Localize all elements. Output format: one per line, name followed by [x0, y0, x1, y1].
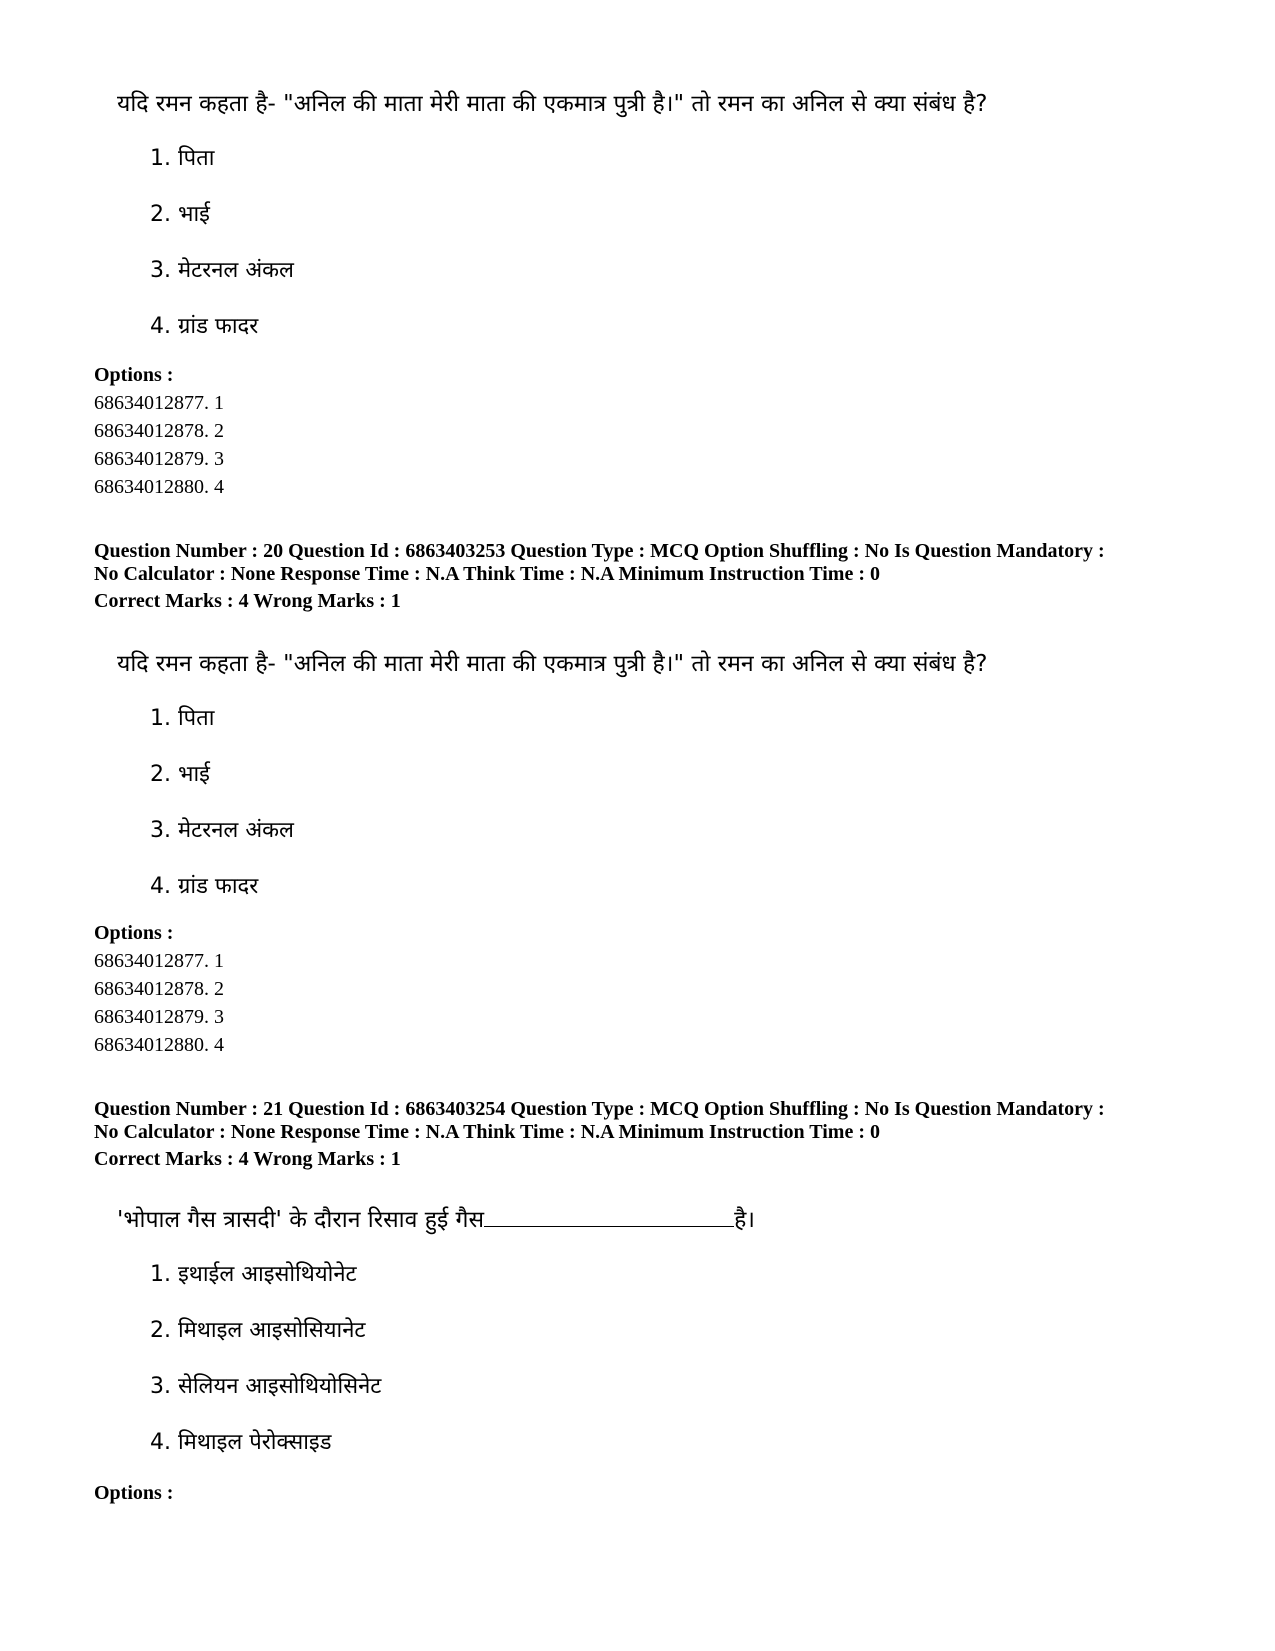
question-meta-line1: Question Number : 20 Question Id : 6863403253 Question Type : MCQ Option Shuffling : No Is Question Mandatory : — [94, 540, 1105, 562]
choice-3: 3. सेलियन आइसोथियोसिनेट — [150, 1374, 382, 1399]
choice-1: 1. इथाईल आइसोथियोनेट — [150, 1262, 357, 1287]
option-line: 68634012879. 3 — [94, 448, 224, 470]
option-line: 68634012880. 4 — [94, 1034, 224, 1056]
choice-4: 4. ग्रांड फादर — [150, 874, 259, 899]
question-text: यदि रमन कहता है- "अनिल की माता मेरी माता की एकमात्र पुत्री है।" तो रमन का अनिल से क्या संबंध है? — [117, 91, 988, 117]
choice-3: 3. मेटरनल अंकल — [150, 258, 294, 283]
fill-in-blank — [484, 1208, 734, 1227]
choice-1: 1. पिता — [150, 706, 215, 731]
question-meta-line2: No Calculator : None Response Time : N.A Think Time : N.A Minimum Instruction Time : 0 — [94, 1121, 880, 1143]
option-line: 68634012879. 3 — [94, 1006, 224, 1028]
choice-2: 2. भाई — [150, 762, 210, 787]
option-line: 68634012877. 1 — [94, 950, 224, 972]
options-label: Options : — [94, 1482, 174, 1504]
choice-3: 3. मेटरनल अंकल — [150, 818, 294, 843]
choice-1: 1. पिता — [150, 146, 215, 171]
question-text-end: है। — [734, 1207, 755, 1233]
choice-4: 4. ग्रांड फादर — [150, 314, 259, 339]
question-meta-line2: No Calculator : None Response Time : N.A Think Time : N.A Minimum Instruction Time : 0 — [94, 563, 880, 585]
choice-4: 4. मिथाइल पेरोक्साइड — [150, 1430, 332, 1455]
choice-2: 2. मिथाइल आइसोसियानेट — [150, 1318, 366, 1343]
question-text: यदि रमन कहता है- "अनिल की माता मेरी माता की एकमात्र पुत्री है।" तो रमन का अनिल से क्या संबंध है? — [117, 651, 988, 677]
question-meta-line1: Question Number : 21 Question Id : 6863403254 Question Type : MCQ Option Shuffling : No Is Question Mandatory : — [94, 1098, 1105, 1120]
option-line: 68634012877. 1 — [94, 392, 224, 414]
question-text-start: 'भोपाल गैस त्रासदी' के दौरान रिसाव हुई गैस — [117, 1207, 485, 1233]
question-marks: Correct Marks : 4 Wrong Marks : 1 — [94, 1148, 401, 1170]
question-marks: Correct Marks : 4 Wrong Marks : 1 — [94, 590, 401, 612]
option-line: 68634012878. 2 — [94, 420, 224, 442]
option-line: 68634012878. 2 — [94, 978, 224, 1000]
options-label: Options : — [94, 364, 174, 386]
option-line: 68634012880. 4 — [94, 476, 224, 498]
question-text — [117, 1202, 755, 1234]
choice-2: 2. भाई — [150, 202, 210, 227]
options-label: Options : — [94, 922, 174, 944]
